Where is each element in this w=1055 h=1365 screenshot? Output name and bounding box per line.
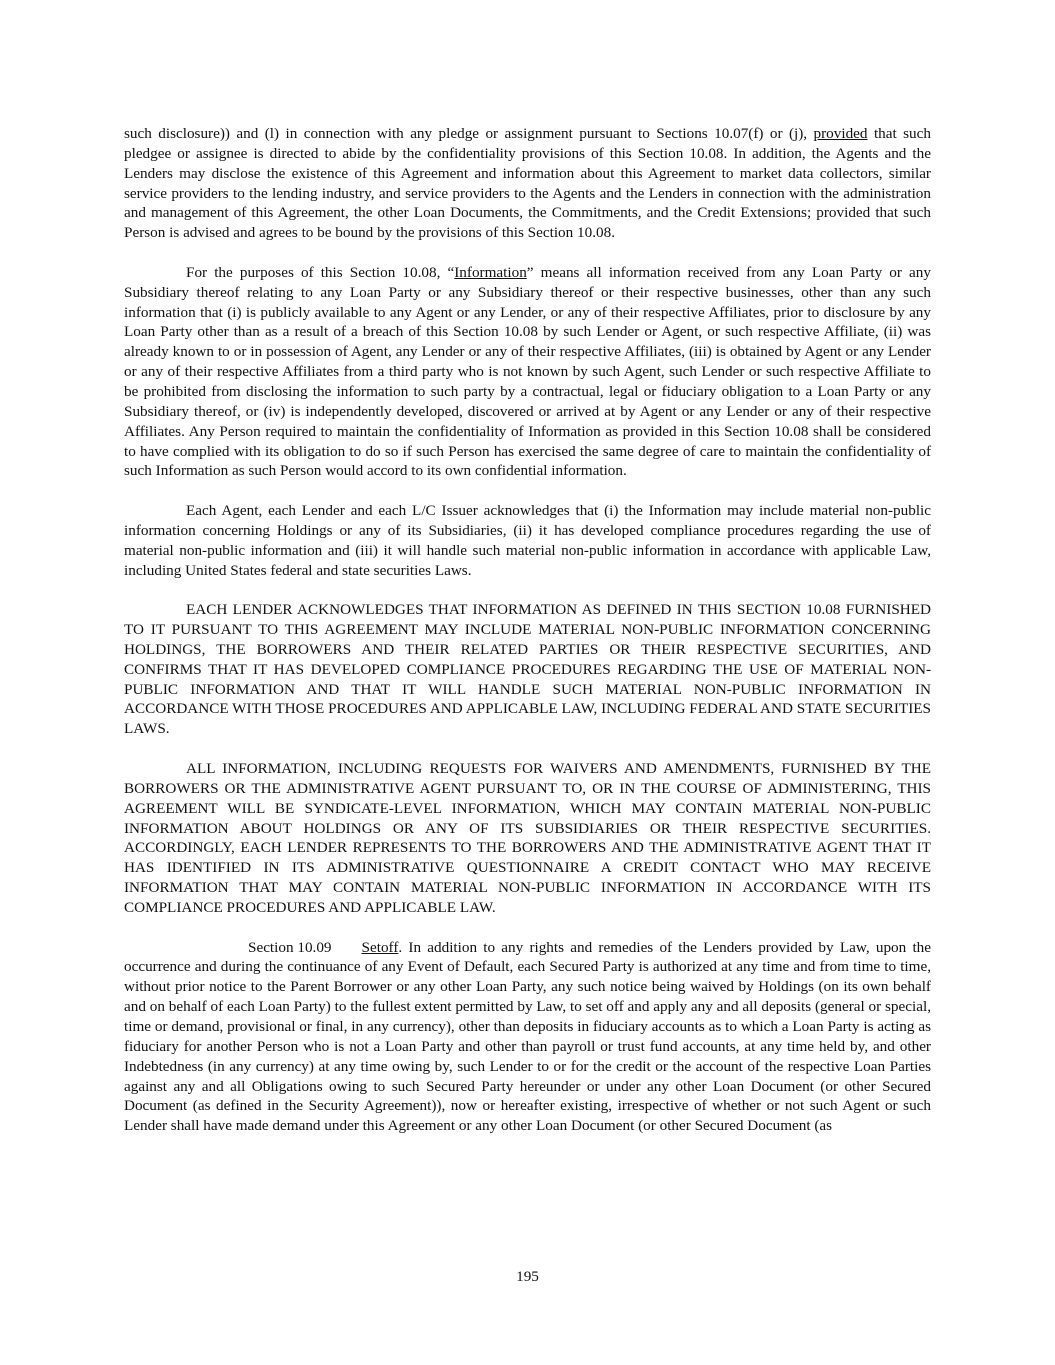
defined-term-provided: provided	[813, 125, 868, 142]
paragraph-syndicate-level-caps: ALL INFORMATION, INCLUDING REQUESTS FOR WAIVERS AND AMENDMENTS, FURNISHED BY THE BORROWERS OR THE ADMINISTRATIVE AGENT PURSUANT TO, OR IN THE COURSE OF ADMINISTERING, THIS AGREEMENT WILL BE SYNDICATE-LEVEL INFORMATION, WHICH MAY CONTAIN MATERIAL NON-PUBLIC INFORMATION ABOUT HOLDINGS OR ANY OF ITS SUBSIDIARIES OR THEIR RESPECTIVE SECURITIES. ACCORDINGLY, EACH LENDER REPRESENTS TO THE BORROWERS AND THE ADMINISTRATIVE AGENT THAT IT HAS IDENTIFIED IN ITS ADMINISTRATIVE QUESTIONNAIRE A CREDIT CONTACT WHO MAY RECEIVE INFORMATION THAT MAY CONTAIN MATERIAL NON-PUBLIC INFORMATION IN ACCORDANCE WITH ITS COMPLIANCE PROCEDURES AND APPLICABLE LAW.	[124, 760, 931, 916]
paragraph-information-definition	[124, 263, 931, 481]
section-title-setoff: Setoff	[361, 938, 399, 956]
paragraph-text: ” means all information received from any Loan Party or any Subsidiary thereof relating to any Loan Party or any Subsidiary thereof or their respective businesses, other than any such information that (i) is publicly available to any Agent or any Lender, or any of their respective Affiliates, prior to disclosure by any Loan Party other than as a result of a breach of this Section 10.08 by such Lender or Agent, or such respective Affiliate, (ii) was already known to or in possession of Agent, any Lender or any of their respective Affiliates, (iii) is obtained by Agent or any Lender or any of their respective Affiliates from a third party who is not known by such Agent, such Lender or such respective Affiliate to be prohibited from disclosing the information to such party by a contractual, legal or fiduciary obligation to a Loan Party or any Subsidiary thereof, or (iv) is independently developed, discovered or arrived at by Agent or any Lender or any of their respective Affiliates. Any Person required to maintain the confidentiality of Information as provided in this Section 10.08 shall be considered to have complied with its obligation to do so if such Person has exercised the same degree of care to maintain the confidentiality of such Information as such Person would accord to its own confidential information.	[124, 263, 931, 480]
paragraph-section-10-09-setoff	[124, 938, 931, 1136]
paragraph-lender-acknowledgement-caps: EACH LENDER ACKNOWLEDGES THAT INFORMATION AS DEFINED IN THIS SECTION 10.08 FURNISHED TO IT PURSUANT TO THIS AGREEMENT MAY INCLUDE MATERIAL NON-PUBLIC INFORMATION CONCERNING HOLDINGS, THE BORROWERS AND THEIR RELATED PARTIES OR THEIR RESPECTIVE SECURITIES, AND CONFIRMS THAT IT HAS DEVELOPED COMPLIANCE PROCEDURES REGARDING THE USE OF MATERIAL NON-PUBLIC INFORMATION AND THAT IT WILL HANDLE SUCH MATERIAL NON-PUBLIC INFORMATION IN ACCORDANCE WITH THOSE PROCEDURES AND APPLICABLE LAW, INCLUDING FEDERAL AND STATE SECURITIES LAWS.	[124, 601, 931, 738]
page-number: 195	[516, 1268, 539, 1285]
paragraph-text: For the purposes of this Section 10.08, “	[186, 263, 455, 281]
document-page	[124, 124, 931, 1156]
paragraph-text: that such pledgee or assignee is directed to abide by the confidentiality provisions of this Section 10.08. In addition, the Agents and the Lenders may disclose the existence of this Agreement and information about this Agreement to market data collectors, similar service providers to the lending industry, and service providers to the Agents and the Lenders in connection with the administration and management of this Agreement, the other Loan Documents, the Commitments, and the Credit Extensions; provided that such Person is advised and agrees to be bound by the provisions of this Section 10.08.	[124, 125, 931, 242]
defined-term-information: Information	[454, 263, 527, 281]
paragraph-acknowledgement: Each Agent, each Lender and each L/C Issuer acknowledges that (i) the Information may include material non-public information concerning Holdings or any of its Subsidiaries, (ii) it has developed compliance procedures regarding the use of material non-public information and (iii) it will handle such material non-public information in accordance with applicable Law, including United States federal and state securities Laws.	[124, 502, 931, 579]
paragraph-text: . In addition to any rights and remedies of the Lenders provided by Law, upon the occurrence and during the continuance of any Event of Default, each Secured Party is authorized at any time and from time to time, without prior notice to the Parent Borrower or any other Loan Party, any such notice being waived by Holdings (on its own behalf and on behalf of each Loan Party) to the fullest extent permitted by Law, to set off and apply any and all deposits (general or special, time or demand, provisional or final, in any currency), other than deposits in fiduciary accounts as to which a Loan Party is acting as fiduciary for another Person who is not a Loan Party and other than payroll or trust fund accounts, at any time held by, and other Indebtedness (in any currency) at any time owing by, such Lender to or for the credit or the account of the respective Loan Parties against any and all Obligations owing to such Secured Party hereunder or under any other Loan Document (or other Secured Document (as defined in the Security Agreement)), now or hereafter existing, irrespective of whether or not such Agent or such Lender shall have made demand under this Agreement or any other Loan Document (or other Secured Document (as	[124, 938, 931, 1135]
section-number: Section 10.09	[248, 938, 332, 956]
paragraph-disclosure-continuation	[124, 124, 931, 243]
paragraph-text: such disclosure)) and (l) in connection with any pledge or assignment pursuant to Sections 10.07(f) or (j),	[124, 125, 814, 142]
